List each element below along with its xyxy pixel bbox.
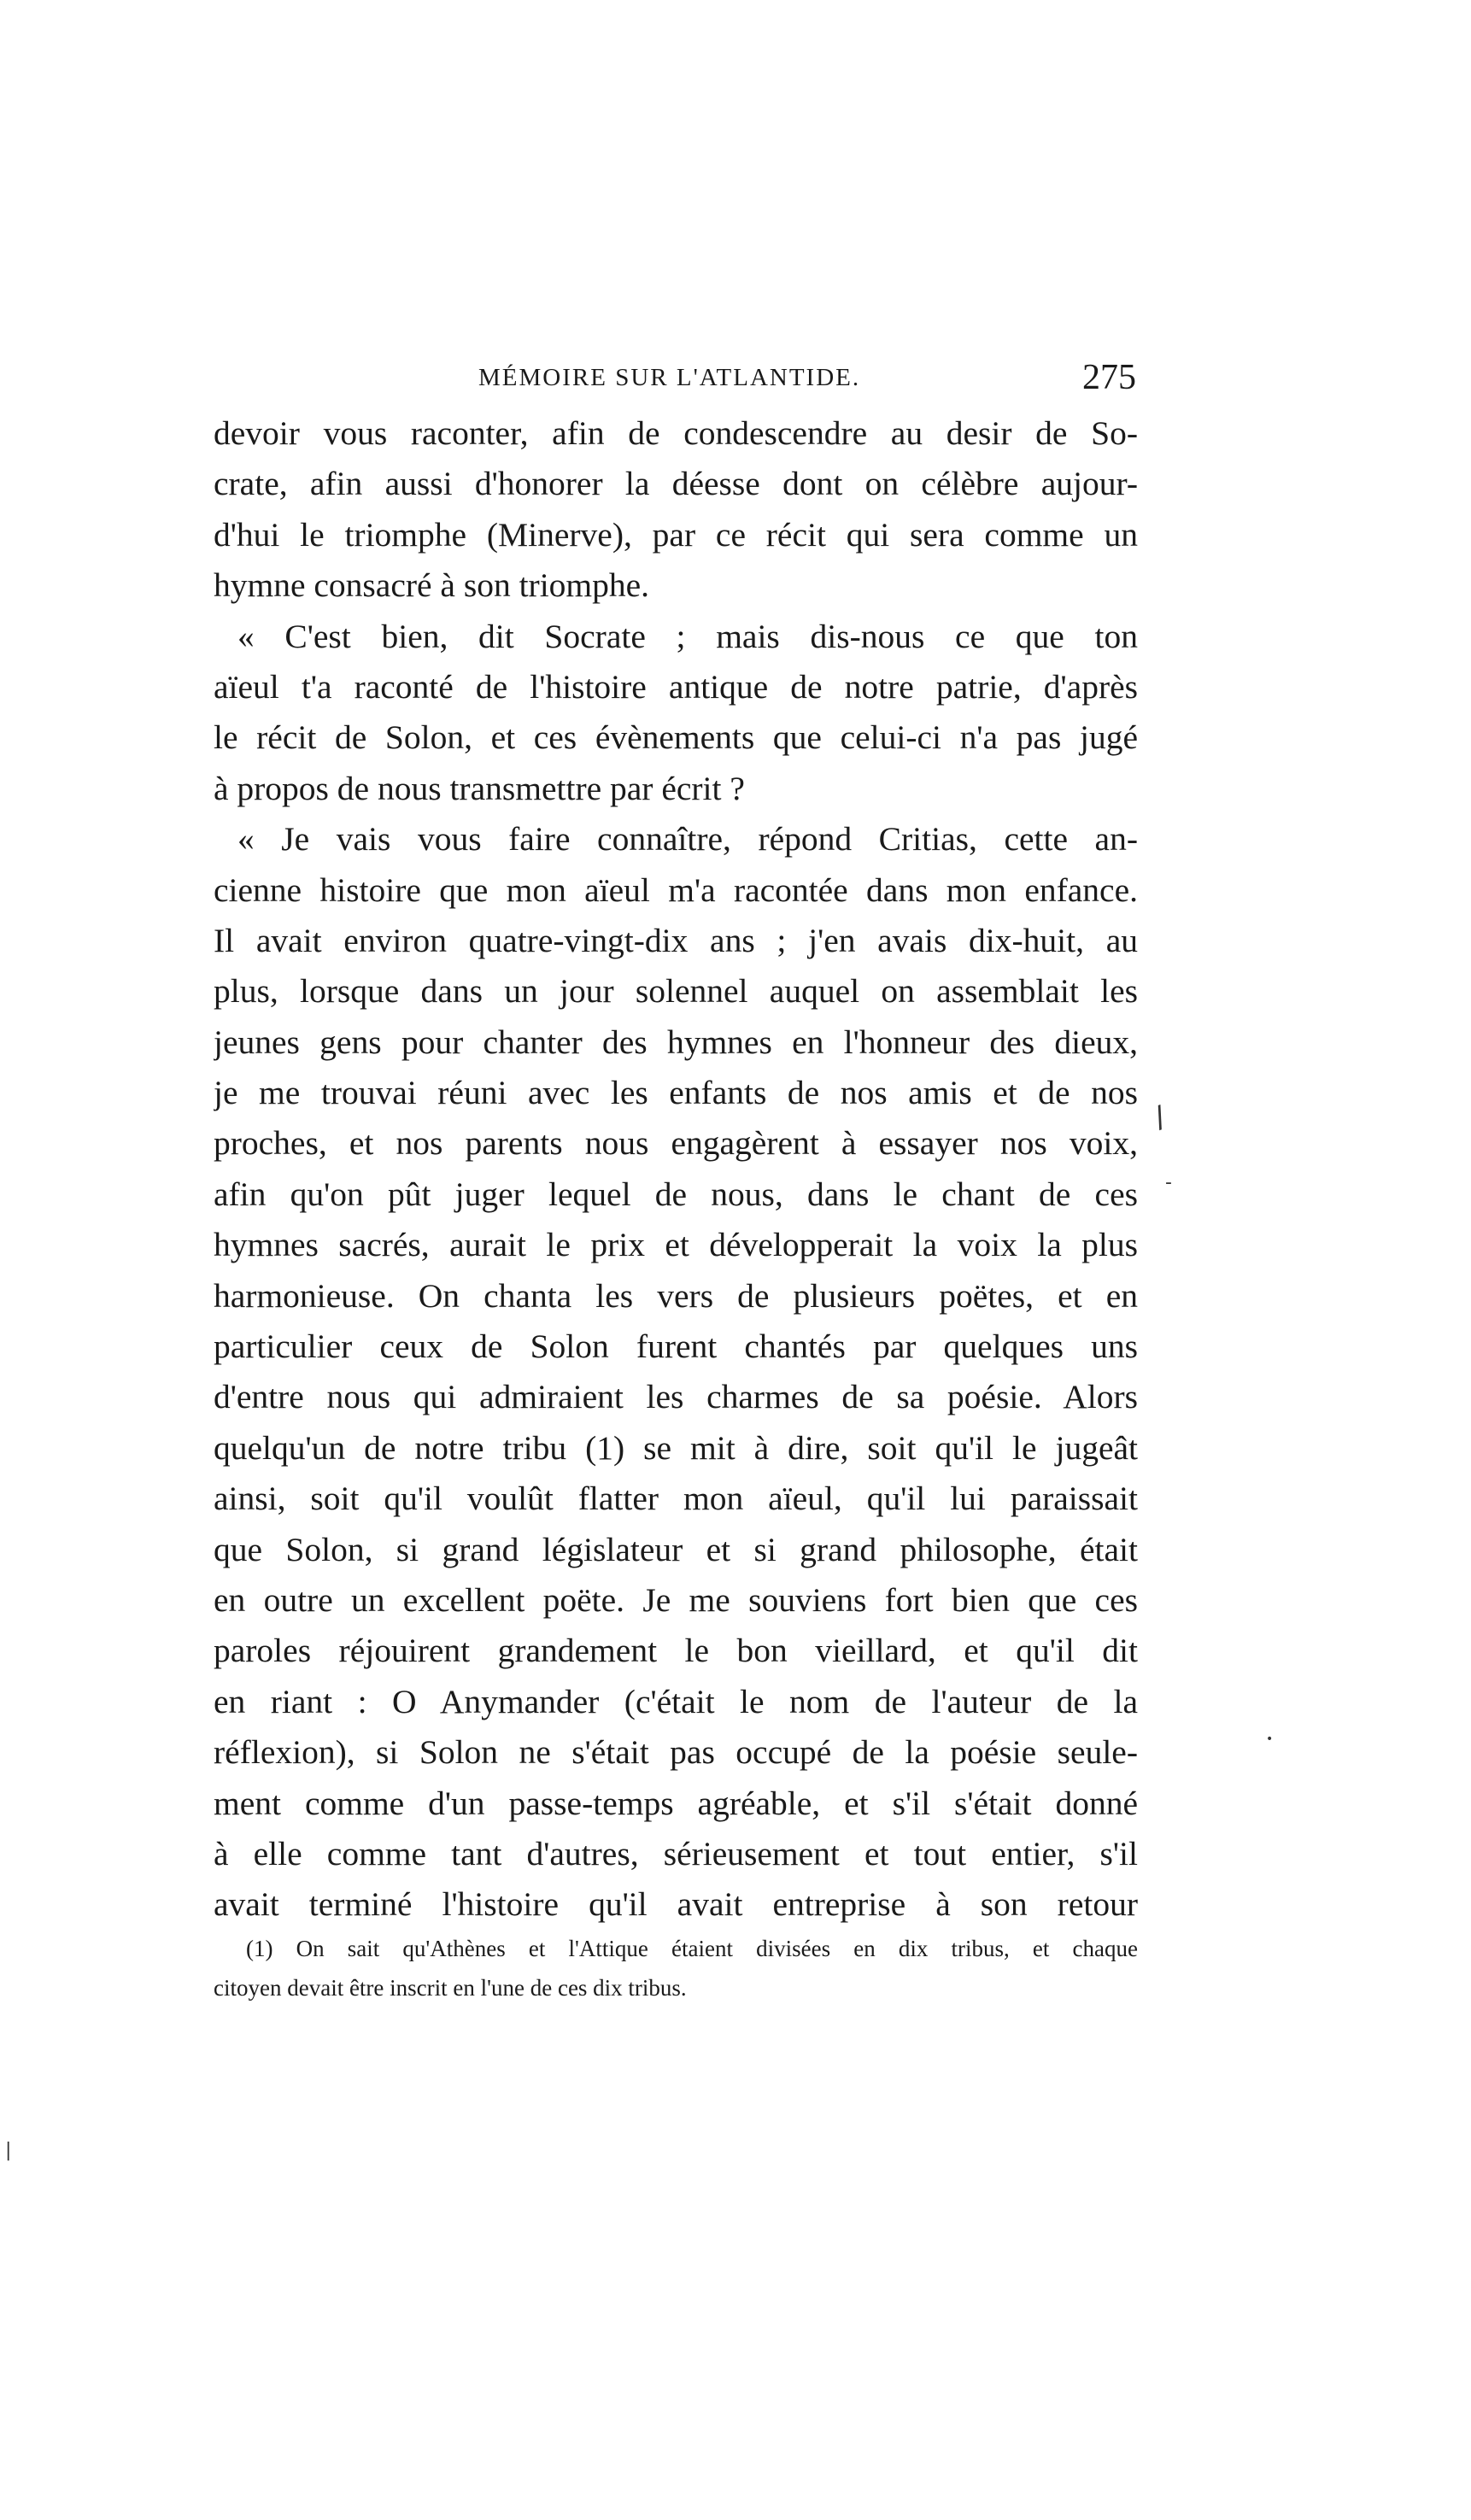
text-line: hymne consacré à son triomphe. <box>214 566 650 605</box>
text-line: paroles réjouirent grandement le bon vieillard, et qu'il dit <box>214 1632 1138 1670</box>
text-line: je me trouvai réuni avec les enfants de nos amis et de nos <box>214 1074 1138 1112</box>
running-title: MÉMOIRE SUR L'ATLANTIDE. <box>478 364 861 391</box>
body-text <box>214 408 1138 1931</box>
pencil-dash-mark: - <box>1165 1172 1172 1193</box>
text-line: d'entre nous qui admiraient les charmes de sa poésie. Alors <box>214 1378 1138 1416</box>
text-line: le récit de Solon, et ces évènements que celui-ci n'a pas jugé <box>214 718 1138 757</box>
footnote <box>214 1929 1138 2007</box>
text-line: en riant : O Anymander (c'était le nom de l'auteur de la <box>214 1682 1138 1720</box>
text-line: que Solon, si grand législateur et si grand philosophe, était <box>214 1530 1138 1568</box>
text-line: « C'est bien, dit Socrate ; mais dis-nous ce que ton <box>237 617 1138 655</box>
scan-speck: • <box>1266 1732 1274 1746</box>
text-line: « Je vais vous faire connaître, répond Critias, cette an- <box>237 820 1138 859</box>
text-line: d'hui le triomphe (Minerve), par ce récit qui sera comme un <box>214 515 1138 554</box>
text-line: plus, lorsque dans un jour solennel auquel on assemblait les <box>214 972 1138 1011</box>
text-line: particulier ceux de Solon furent chantés par quelques uns <box>214 1327 1138 1366</box>
text-line: avait terminé l'histoire qu'il avait entreprise à son retour <box>214 1885 1138 1924</box>
footnote-line: (1) On sait qu'Athènes et l'Attique étaient divisées en dix tribus, et chaque <box>246 1936 1138 1961</box>
text-line: à elle comme tant d'autres, sérieusement et tout entier, s'il <box>214 1834 1138 1872</box>
text-line: en outre un excellent poëte. Je me souviens fort bien que ces <box>214 1580 1138 1619</box>
pencil-tick-mark: / <box>1149 1099 1170 1135</box>
text-line: quelqu'un de notre tribu (1) se mit à dire, soit qu'il le jugeât <box>214 1428 1138 1467</box>
text-line: ainsi, soit qu'il voulût flatter mon aïeul, qu'il lui paraissait <box>214 1480 1138 1518</box>
text-line: réflexion), si Solon ne s'était pas occupé de la poésie seule- <box>214 1733 1138 1772</box>
text-line: cienne histoire que mon aïeul m'a racontée dans mon enfance. <box>214 870 1138 909</box>
text-line: crate, afin aussi d'honorer la déesse dont on célèbre aujour- <box>214 465 1138 503</box>
text-line: proches, et nos parents nous engagèrent à essayer nos voix, <box>214 1124 1138 1163</box>
text-line: afin qu'on pût juger lequel de nous, dans le chant de ces <box>214 1175 1138 1213</box>
text-line: ment comme d'un passe-temps agréable, et s'il s'était donné <box>214 1784 1138 1822</box>
text-line: jeunes gens pour chanter des hymnes en l'honneur des dieux, <box>214 1023 1138 1061</box>
text-line: harmonieuse. On chanta les vers de plusieurs poëtes, et en <box>214 1276 1138 1315</box>
text-line: devoir vous raconter, afin de condescendre au desir de So- <box>214 414 1138 452</box>
text-line: aïeul t'a raconté de l'histoire antique de notre patrie, d'après <box>214 667 1138 706</box>
running-head <box>214 357 1136 408</box>
page-number: 275 <box>1082 358 1136 397</box>
text-line: hymnes sacrés, aurait le prix et développerait la voix la plus <box>214 1226 1138 1264</box>
text-line: à propos de nous transmettre par écrit ? <box>214 769 745 807</box>
footnote-line: citoyen devait être inscrit en l'une de ces dix tribus. <box>214 1975 687 2001</box>
scan-speck: | <box>5 2140 12 2161</box>
text-line: Il avait environ quatre-vingt-dix ans ; j'en avais dix-huit, au <box>214 921 1138 959</box>
